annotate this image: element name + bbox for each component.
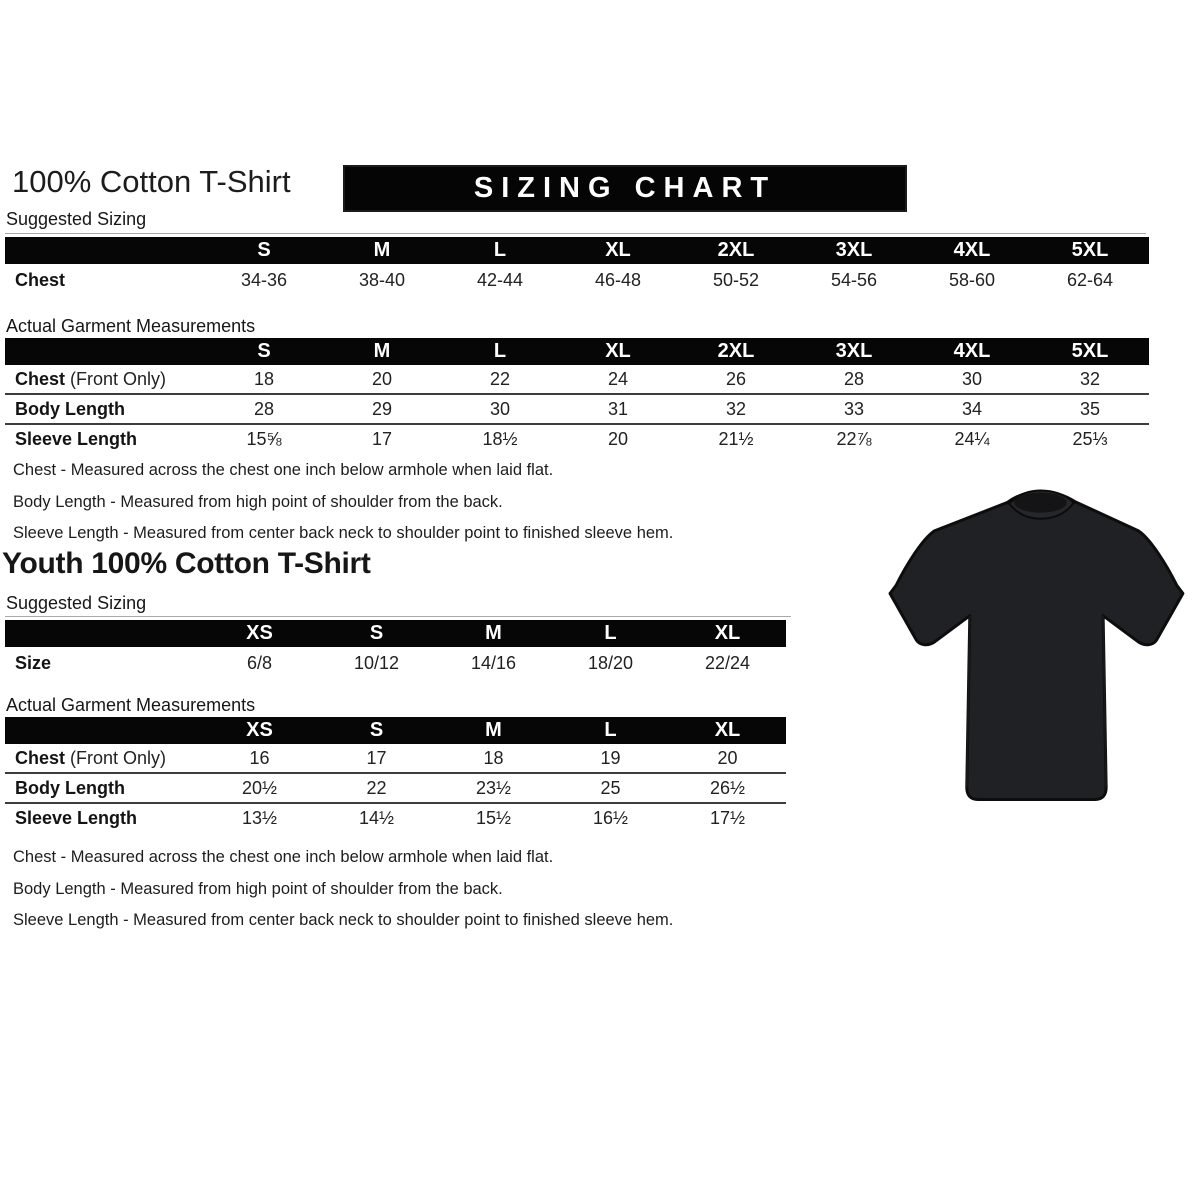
measurement-note: Sleeve Length - Measured from center back neck to shoulder point to finished sleeve hem. bbox=[13, 524, 674, 542]
measurement-cell: 20½ bbox=[241, 777, 278, 798]
page-title: 100% Cotton T-Shirt bbox=[12, 164, 291, 199]
table-row bbox=[5, 393, 1149, 423]
measurement-cell: 14/16 bbox=[470, 652, 517, 673]
size-column-header: 2XL bbox=[717, 239, 755, 261]
measurement-cell: 28 bbox=[253, 398, 275, 419]
measurement-cell: 24¼ bbox=[954, 428, 990, 449]
measurement-cell: 6/8 bbox=[246, 652, 273, 673]
measurement-cell: 34 bbox=[961, 398, 983, 419]
measurement-cell: 34-36 bbox=[240, 269, 288, 290]
row-label-suffix: (Front Only) bbox=[65, 747, 167, 768]
table-row bbox=[5, 365, 1149, 393]
measurement-cell: 20 bbox=[607, 428, 629, 449]
row-label bbox=[5, 270, 205, 291]
table-header-row bbox=[5, 237, 1149, 264]
size-column-header: XS bbox=[246, 719, 273, 741]
size-column-header: S bbox=[369, 719, 384, 741]
measurement-cell: 35 bbox=[1079, 398, 1101, 419]
size-column-header: S bbox=[257, 239, 271, 261]
measurement-cell: 21½ bbox=[718, 428, 754, 449]
size-column-header: L bbox=[604, 622, 617, 644]
size-column-header: 4XL bbox=[953, 340, 991, 362]
size-column-header: L bbox=[493, 340, 507, 362]
adult-actual-measurements-label: Actual Garment Measurements bbox=[6, 316, 256, 336]
measurement-cell: 13½ bbox=[241, 807, 278, 828]
row-label bbox=[5, 778, 201, 799]
table-row bbox=[5, 647, 786, 679]
measurement-cell: 22 bbox=[366, 777, 387, 798]
measurement-cell: 46-48 bbox=[594, 269, 642, 290]
measurement-cell: 17 bbox=[366, 747, 387, 768]
measurement-cell: 31 bbox=[607, 398, 629, 419]
measurement-cell: 28 bbox=[843, 368, 865, 389]
adult-suggested-sizing-table bbox=[5, 237, 1149, 296]
sizing-chart-banner bbox=[345, 167, 905, 210]
size-column-header: XL bbox=[605, 239, 631, 261]
measurement-cell: 50-52 bbox=[712, 269, 760, 290]
divider-line bbox=[5, 616, 791, 617]
measurement-cell: 19 bbox=[600, 747, 621, 768]
measurement-cell: 23½ bbox=[475, 777, 512, 798]
measurement-cell: 25⅓ bbox=[1072, 428, 1108, 449]
measurement-cell: 62-64 bbox=[1066, 269, 1114, 290]
row-label bbox=[5, 369, 205, 390]
measurement-cell: 30 bbox=[489, 398, 511, 419]
size-column-header: 2XL bbox=[717, 340, 755, 362]
measurement-cell: 17½ bbox=[709, 807, 746, 828]
measurement-cell: 20 bbox=[371, 368, 393, 389]
size-column-header: 5XL bbox=[1071, 340, 1109, 362]
size-column-header: M bbox=[485, 622, 502, 644]
measurement-cell: 20 bbox=[717, 747, 738, 768]
measurement-cell: 18 bbox=[253, 368, 275, 389]
size-column-header: XL bbox=[714, 622, 741, 644]
measurement-cell: 25 bbox=[600, 777, 621, 798]
sizing-chart-banner-text: SIZING CHART bbox=[473, 172, 777, 204]
row-label bbox=[5, 399, 205, 420]
size-column-header: XL bbox=[714, 719, 741, 741]
row-label-text: Chest bbox=[15, 269, 66, 290]
youth-actual-measurements-table bbox=[5, 717, 786, 832]
row-label bbox=[5, 429, 205, 450]
size-column-header: S bbox=[369, 622, 384, 644]
measurement-cell: 26½ bbox=[709, 777, 746, 798]
table-header-row bbox=[5, 338, 1149, 365]
row-label-text: Body Length bbox=[15, 398, 125, 419]
youth-suggested-sizing-table bbox=[5, 620, 786, 679]
table-row bbox=[5, 802, 786, 832]
measurement-cell: 58-60 bbox=[948, 269, 996, 290]
size-column-header: 3XL bbox=[835, 340, 873, 362]
measurement-cell: 26 bbox=[725, 368, 747, 389]
measurement-cell: 16 bbox=[249, 747, 270, 768]
youth-section-title: Youth 100% Cotton T-Shirt bbox=[2, 547, 371, 580]
size-column-header: S bbox=[257, 340, 271, 362]
measurement-cell: 32 bbox=[1079, 368, 1101, 389]
size-column-header: M bbox=[373, 239, 391, 261]
size-column-header: M bbox=[373, 340, 391, 362]
measurement-note: Chest - Measured across the chest one inch below armhole when laid flat. bbox=[13, 461, 554, 479]
row-label bbox=[5, 748, 201, 769]
table-header-row bbox=[5, 620, 786, 647]
tshirt-silhouette-icon bbox=[886, 486, 1196, 812]
row-label-text: Chest bbox=[15, 368, 66, 389]
size-column-header: L bbox=[604, 719, 617, 741]
adult-measurement-notes bbox=[13, 455, 673, 550]
measurement-cell: 29 bbox=[371, 398, 393, 419]
measurement-cell: 15½ bbox=[475, 807, 512, 828]
row-label bbox=[5, 808, 201, 829]
adult-suggested-sizing-label: Suggested Sizing bbox=[6, 209, 147, 229]
size-column-header: 5XL bbox=[1071, 239, 1109, 261]
table-row bbox=[5, 744, 786, 772]
measurement-cell: 38-40 bbox=[358, 269, 406, 290]
size-column-header: L bbox=[493, 239, 507, 261]
table-row bbox=[5, 772, 786, 802]
measurement-cell: 18/20 bbox=[587, 652, 634, 673]
size-column-header: M bbox=[485, 719, 502, 741]
measurement-note: Body Length - Measured from high point of shoulder from the back. bbox=[13, 492, 503, 511]
table-row bbox=[5, 423, 1149, 453]
youth-suggested-sizing-label: Suggested Sizing bbox=[6, 593, 147, 613]
measurement-cell: 18 bbox=[483, 747, 504, 768]
measurement-cell: 42-44 bbox=[476, 269, 524, 290]
measurement-cell: 10/12 bbox=[353, 652, 400, 673]
row-label-text: Sleeve Length bbox=[15, 428, 138, 449]
measurement-cell: 22⅞ bbox=[836, 428, 872, 449]
size-column-header: XL bbox=[605, 340, 631, 362]
measurement-note: Chest - Measured across the chest one inch below armhole when laid flat. bbox=[13, 848, 554, 866]
measurement-cell: 54-56 bbox=[830, 269, 878, 290]
black-tshirt-image bbox=[886, 486, 1196, 812]
measurement-cell: 24 bbox=[607, 368, 629, 389]
row-label-text: Chest bbox=[15, 747, 66, 768]
row-label-suffix: (Front Only) bbox=[65, 368, 167, 389]
measurement-note: Body Length - Measured from high point of shoulder from the back. bbox=[13, 879, 503, 898]
size-column-header: 3XL bbox=[835, 239, 873, 261]
row-label-text: Size bbox=[15, 652, 52, 673]
measurement-cell: 17 bbox=[371, 428, 393, 449]
measurement-cell: 14½ bbox=[358, 807, 395, 828]
measurement-cell: 16½ bbox=[592, 807, 629, 828]
measurement-cell: 32 bbox=[725, 398, 747, 419]
adult-actual-measurements-table bbox=[5, 338, 1149, 453]
measurement-cell: 18½ bbox=[482, 428, 518, 449]
table-row bbox=[5, 264, 1149, 296]
divider-line bbox=[5, 233, 1146, 234]
measurement-cell: 22/24 bbox=[704, 652, 751, 673]
measurement-note: Sleeve Length - Measured from center back neck to shoulder point to finished sleeve hem. bbox=[13, 911, 674, 929]
size-column-header: 4XL bbox=[953, 239, 991, 261]
measurement-cell: 30 bbox=[961, 368, 983, 389]
measurement-cell: 22 bbox=[489, 368, 511, 389]
row-label-text: Sleeve Length bbox=[15, 807, 138, 828]
youth-actual-measurements-label: Actual Garment Measurements bbox=[6, 695, 256, 715]
measurement-cell: 15⅝ bbox=[246, 428, 282, 449]
table-header-row bbox=[5, 717, 786, 744]
size-column-header: XS bbox=[246, 622, 273, 644]
youth-measurement-notes bbox=[13, 842, 673, 937]
measurement-cell: 33 bbox=[843, 398, 865, 419]
row-label bbox=[5, 653, 201, 674]
row-label-text: Body Length bbox=[15, 777, 125, 798]
